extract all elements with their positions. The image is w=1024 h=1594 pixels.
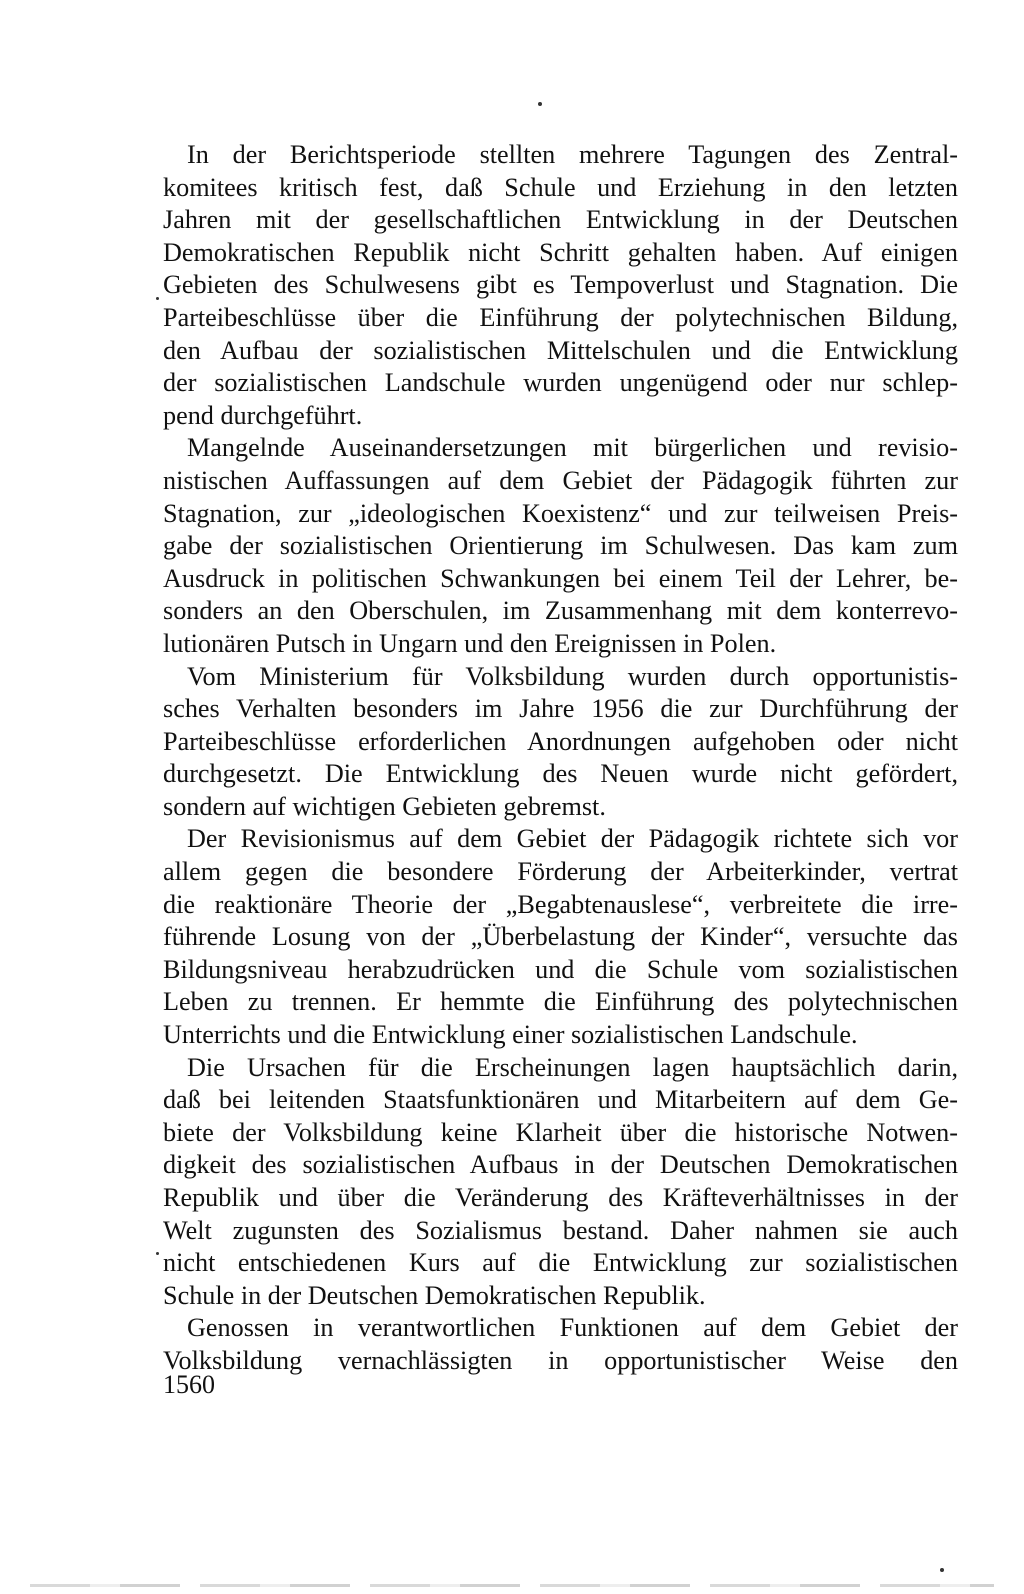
text-line: biete der Volksbildung keine Klarheit über die historische Notwen-: [163, 1117, 958, 1147]
text-line: Republik und über die Veränderung des Kräfteverhältnisses in der: [163, 1183, 958, 1212]
text-line: sonders an den Oberschulen, im Zusammenhang mit dem konterrevo-: [163, 596, 958, 626]
text-line: pend durchgeführt.: [163, 400, 363, 430]
paragraph: [163, 823, 958, 1051]
text-line: den Aufbau der sozialistischen Mittelschulen und die Entwicklung: [163, 335, 958, 365]
text-line: die reaktionäre Theorie der „Begabtenauslese“, verbreitete die irre-: [163, 889, 958, 919]
text-line: lutionären Putsch in Ungarn und den Ereignissen in Polen.: [163, 628, 777, 658]
text-line: Unterrichts und die Entwicklung einer sozialistischen Landschule.: [163, 1020, 858, 1050]
paragraph: [163, 1312, 958, 1377]
text-line: Vom Ministerium für Volksbildung wurden durch opportunistis-: [187, 661, 958, 691]
text-line: Ausdruck in politischen Schwankungen bei einem Teil der Lehrer, be-: [163, 563, 958, 593]
print-speck: [156, 1252, 159, 1255]
text-line: Jahren mit der gesellschaftlichen Entwicklung in der Deutschen: [163, 205, 958, 235]
page-number: 1560: [163, 1370, 215, 1399]
scan-edge: [30, 1584, 994, 1587]
text-line: nistischen Auffassungen auf dem Gebiet der Pädagogik führten zur: [163, 465, 958, 495]
text-line: Parteibeschlüsse über die Einführung der polytechnischen Bildung,: [163, 302, 958, 332]
text-line: Leben zu trennen. Er hemmte die Einführung des polytechnischen: [163, 987, 958, 1017]
print-speck: [538, 102, 542, 106]
paragraph: [163, 432, 958, 660]
text-line: Welt zugunsten des Sozialismus bestand. Daher nahmen sie auch: [163, 1215, 958, 1245]
text-line: Bildungsniveau herabzudrücken und die Schule vom sozialistischen: [163, 954, 958, 984]
text-line: Schule in der Deutschen Demokratischen Republik.: [163, 1280, 706, 1310]
text-line: der sozialistischen Landschule wurden ungenügend oder nur schlep-: [163, 368, 958, 398]
text-line: digkeit des sozialistischen Aufbaus in der Deutschen Demokratischen: [163, 1150, 958, 1180]
text-line: führende Losung von der „Überbelastung der Kinder“, versuchte das: [163, 922, 958, 952]
text-line: durchgesetzt. Die Entwicklung des Neuen wurde nicht gefördert,: [163, 759, 958, 789]
text-line: sondern auf wichtigen Gebieten gebremst.: [163, 791, 606, 821]
text-line: komitees kritisch fest, daß Schule und Erziehung in den letzten: [163, 172, 958, 202]
text-line: Parteibeschlüsse erforderlichen Anordnungen aufgehoben oder nicht: [163, 726, 958, 756]
text-line: Gebieten des Schulwesens gibt es Tempoverlust und Stagnation. Die: [163, 270, 958, 300]
paragraph: [163, 1052, 958, 1313]
body-text: [163, 139, 958, 1378]
print-speck: [156, 297, 159, 300]
text-line: Demokratischen Republik nicht Schritt gehalten haben. Auf einigen: [163, 237, 958, 267]
text-line: Genossen in verantwortlichen Funktionen auf dem Gebiet der: [187, 1313, 958, 1343]
text-line: sches Verhalten besonders im Jahre 1956 die zur Durchführung der: [163, 694, 958, 724]
text-line: In der Berichtsperiode stellten mehrere Tagungen des Zentral-: [187, 140, 958, 169]
text-line: allem gegen die besondere Förderung der Arbeiterkinder, vertrat: [163, 857, 958, 887]
text-line: gabe der sozialistischen Orientierung im Schulwesen. Das kam zum: [163, 531, 958, 561]
text-line: Der Revisionismus auf dem Gebiet der Pädagogik richtete sich vor: [187, 824, 958, 854]
paragraph: [163, 139, 958, 432]
text-line: Volksbildung vernachlässigten in opportunistischer Weise den: [163, 1345, 958, 1375]
text-line: Stagnation, zur „ideologischen Koexistenz“ und zur teilweisen Preis-: [163, 498, 958, 528]
text-line: daß bei leitenden Staatsfunktionären und Mitarbeitern auf dem Ge-: [163, 1085, 958, 1115]
print-speck: [940, 1568, 944, 1572]
text-line: Die Ursachen für die Erscheinungen lagen hauptsächlich darin,: [187, 1052, 958, 1082]
paragraph: [163, 661, 958, 824]
text-line: nicht entschiedenen Kurs auf die Entwicklung zur sozialistischen: [163, 1248, 958, 1278]
text-line: Mangelnde Auseinandersetzungen mit bürgerlichen und revisio-: [187, 433, 958, 463]
